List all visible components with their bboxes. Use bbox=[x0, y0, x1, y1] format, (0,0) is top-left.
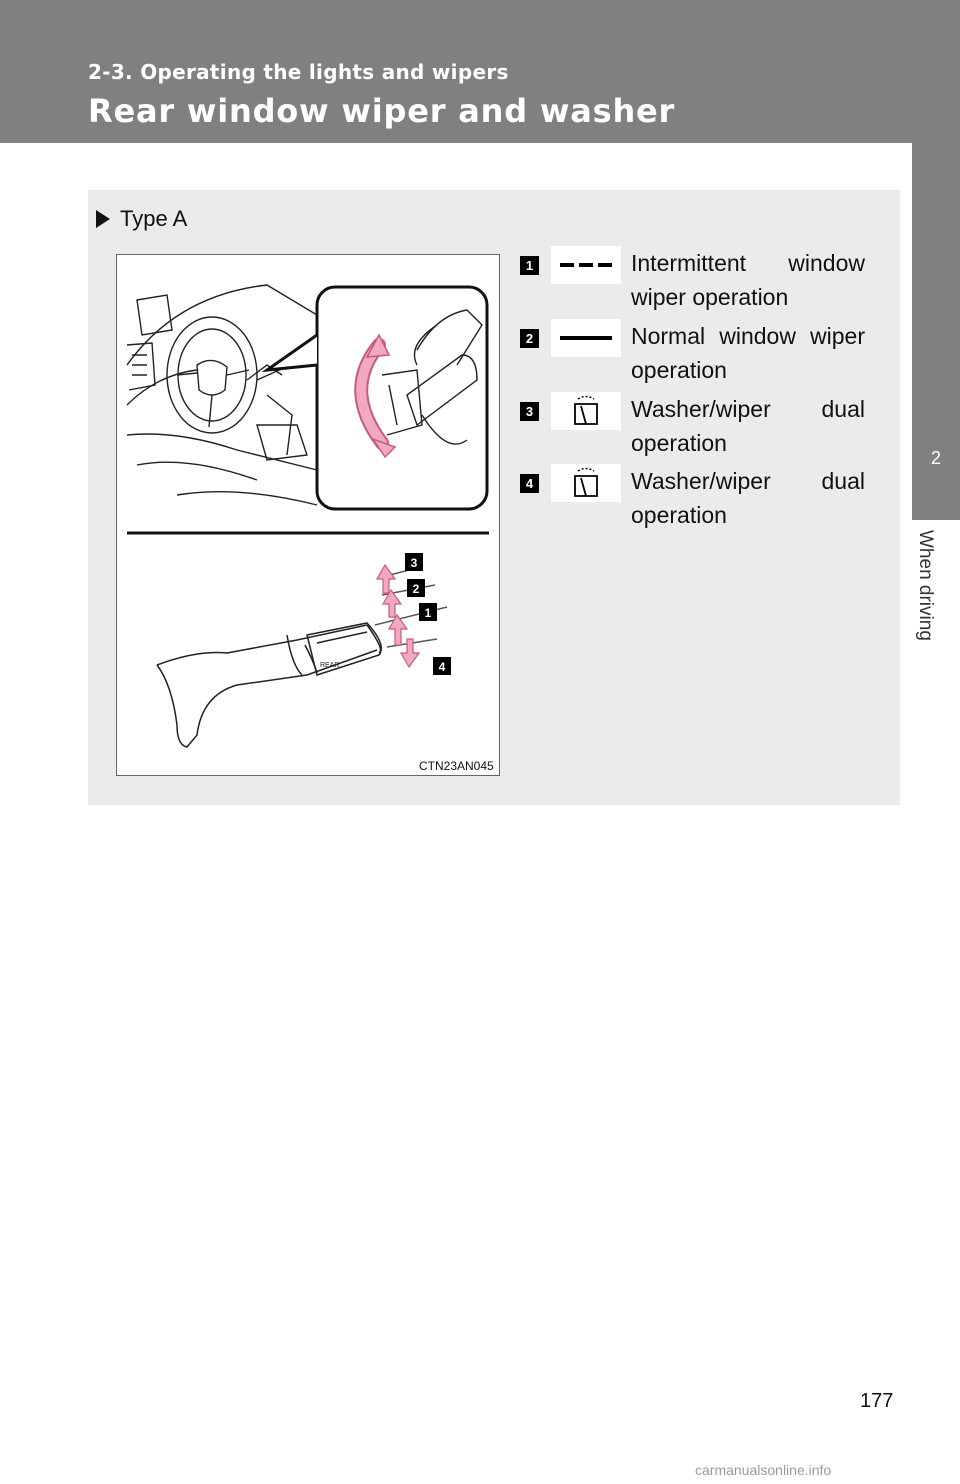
legend-number-3: 3 bbox=[520, 402, 539, 421]
legend-text-1: Intermittent window wiper operation bbox=[631, 250, 865, 310]
wiper-lever-illustration bbox=[116, 254, 500, 776]
legend-number-1: 1 bbox=[520, 256, 539, 275]
illustration-drawing bbox=[117, 255, 501, 777]
marker-4: 4 bbox=[438, 660, 446, 674]
side-tab-number: 2 bbox=[930, 448, 941, 468]
section-heading: 2-3. Operating the lights and wipers bbox=[88, 60, 509, 84]
callout-frame bbox=[317, 287, 487, 509]
washer-wiper-drawing bbox=[551, 464, 621, 502]
marker-2: 2 bbox=[412, 582, 420, 596]
pointer-triangle-icon bbox=[96, 210, 110, 228]
legend-text-4: Washer/wiper dual operation bbox=[631, 468, 865, 528]
arrow-position-3 bbox=[377, 565, 395, 593]
marker-3: 3 bbox=[410, 556, 418, 570]
washer-wiper-drawing bbox=[551, 392, 621, 430]
page-number: 177 bbox=[860, 1390, 894, 1412]
washer-wiper-icon bbox=[551, 464, 621, 502]
solid-line-drawing bbox=[551, 319, 621, 357]
legend-text-2: Normal window wiper operation bbox=[631, 323, 865, 383]
solid-line-icon bbox=[551, 319, 621, 357]
illustration-code: CTN23AN045 bbox=[419, 759, 494, 773]
arrow-position-4 bbox=[401, 639, 419, 667]
header-band bbox=[0, 0, 960, 143]
arrow-position-1 bbox=[389, 615, 407, 645]
side-tab-label: When driving bbox=[915, 530, 936, 641]
legend-number-2: 2 bbox=[520, 329, 539, 348]
dashboard-drawing bbox=[127, 285, 317, 505]
intermittent-dashed-line-icon bbox=[551, 246, 621, 284]
callout-pointer bbox=[267, 335, 317, 370]
lever-rear-label: REAR bbox=[320, 662, 340, 669]
washer-wiper-icon bbox=[551, 392, 621, 430]
watermark: carmanualsonline.info bbox=[695, 1462, 832, 1478]
dashed-line-drawing bbox=[551, 246, 621, 284]
page-title: Rear window wiper and washer bbox=[88, 92, 676, 130]
legend-text-3: Washer/wiper dual operation bbox=[631, 396, 865, 456]
type-label bbox=[96, 206, 187, 232]
marker-1: 1 bbox=[424, 606, 432, 620]
type-label-text: Type A bbox=[120, 206, 188, 231]
legend-number-4: 4 bbox=[520, 474, 539, 493]
